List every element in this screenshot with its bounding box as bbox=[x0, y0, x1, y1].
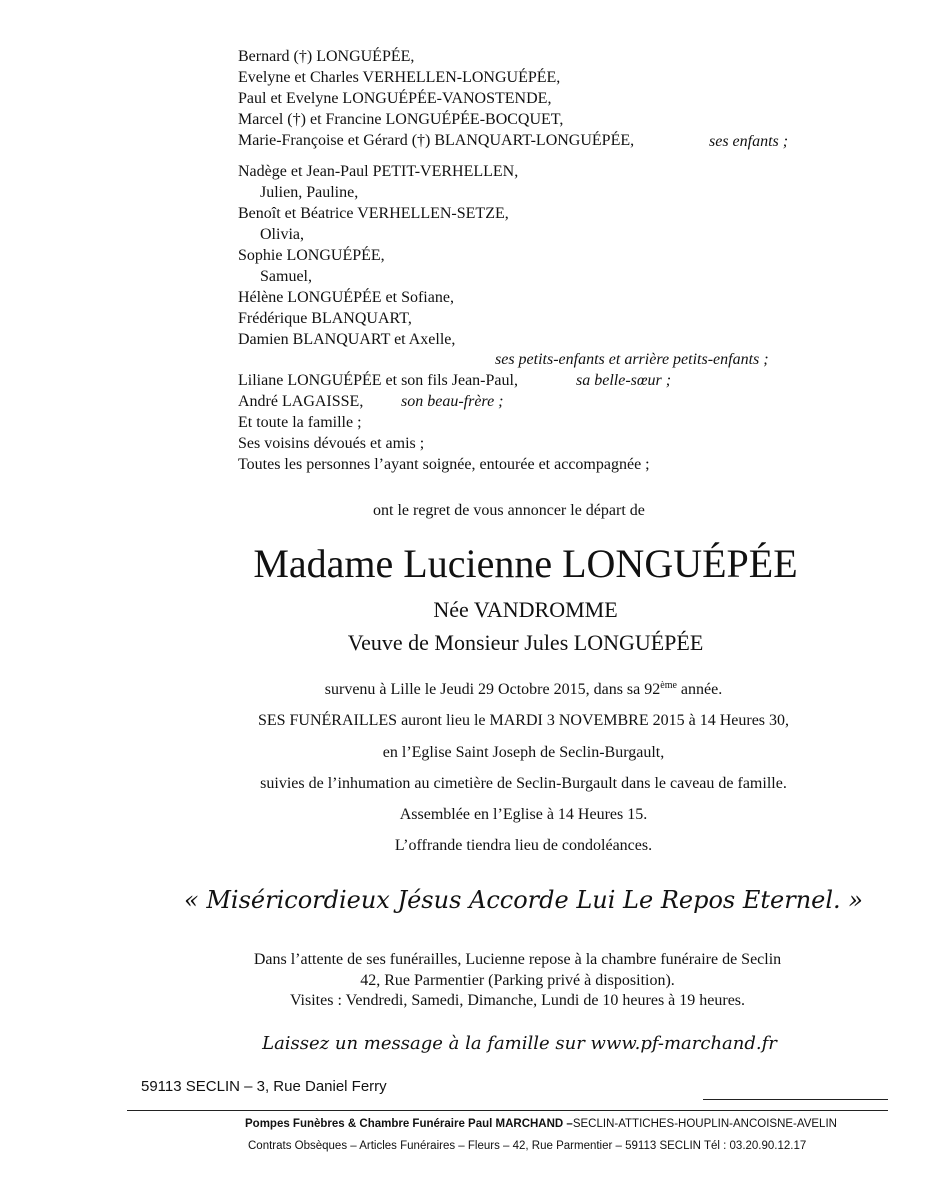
church-line: en l’Eglise Saint Joseph de Seclin-Burgault, bbox=[382, 744, 665, 761]
grandchild-line: Julien, Pauline, bbox=[260, 184, 359, 201]
child-line: Marie-Françoise et Gérard (†) BLANQUART-LONGUÉPÉE, bbox=[238, 132, 635, 149]
visiting-line: Dans l’attente de ses funérailles, Lucienne repose à la chambre funéraire de Seclin bbox=[253, 951, 782, 968]
offering-line: L’offrande tiendra lieu de condoléances. bbox=[394, 837, 653, 854]
other-line: Et toute la famille ; bbox=[238, 414, 362, 431]
intro-line: ont le regret de vous annoncer le départ de bbox=[373, 502, 645, 519]
grandchild-line: Frédérique BLANQUART, bbox=[238, 310, 412, 327]
assembly-line: Assemblée en l’Eglise à 14 Heures 15. bbox=[399, 806, 648, 823]
prayer: « Miséricordieux Jésus Accorde Lui Le Repos Eternel. » bbox=[184, 886, 863, 914]
grandchildren-role: ses petits-enfants et arrière petits-enfants ; bbox=[495, 351, 769, 368]
visiting-line: 42, Rue Parmentier (Parking privé à disposition). bbox=[360, 972, 675, 989]
child-line: Marcel (†) et Francine LONGUÉPÉE-BOCQUET, bbox=[238, 111, 564, 128]
death-line: survenu à Lille le Jeudi 29 Octobre 2015, dans sa 92ème année. bbox=[324, 680, 723, 698]
grandchild-line: Sophie LONGUÉPÉE, bbox=[238, 247, 385, 264]
footer-services: Contrats Obsèques – Articles Funéraires – Fleurs – 42, Rue Parmentier – 59113 SECLIN Tél : 03.20.90.12.17 bbox=[248, 1140, 807, 1152]
widow-line: Veuve de Monsieur Jules LONGUÉPÉE bbox=[347, 630, 704, 655]
footer-short-rule bbox=[703, 1099, 888, 1100]
children-role: ses enfants ; bbox=[709, 133, 789, 150]
burial-line: suivies de l’inhumation au cimetière de Seclin-Burgault dans le caveau de famille. bbox=[260, 775, 787, 792]
visiting-line: Visites : Vendredi, Samedi, Dimanche, Lundi de 10 heures à 19 heures. bbox=[289, 992, 746, 1009]
deceased-name: Madame Lucienne LONGUÉPÉE bbox=[253, 541, 798, 586]
footer-divider bbox=[127, 1110, 888, 1111]
grandchild-line: Hélène LONGUÉPÉE et Sofiane, bbox=[238, 289, 454, 306]
other-line: Toutes les personnes l’ayant soignée, entourée et accompagnée ; bbox=[238, 456, 650, 473]
grandchild-line: Olivia, bbox=[260, 226, 304, 243]
sister-in-law: Liliane LONGUÉPÉE et son fils Jean-Paul, bbox=[238, 372, 518, 389]
other-line: Ses voisins dévoués et amis ; bbox=[238, 435, 425, 452]
funeral-line: SES FUNÉRAILLES auront lieu le MARDI 3 NOVEMBRE 2015 à 14 Heures 30, bbox=[257, 712, 790, 729]
grandchild-line: Samuel, bbox=[260, 268, 312, 285]
grandchild-line: Nadège et Jean-Paul PETIT-VERHELLEN, bbox=[238, 163, 519, 180]
child-line: Evelyne et Charles VERHELLEN-LONGUÉPÉE, bbox=[238, 69, 561, 86]
child-line: Paul et Evelyne LONGUÉPÉE-VANOSTENDE, bbox=[238, 90, 552, 107]
grandchild-line: Benoît et Béatrice VERHELLEN-SETZE, bbox=[238, 205, 509, 222]
grandchild-line: Damien BLANQUART et Axelle, bbox=[238, 331, 456, 348]
footer-address: 59113 SECLIN – 3, Rue Daniel Ferry bbox=[141, 1078, 387, 1095]
website-message: Laissez un message à la famille sur www.pf-marchand.fr bbox=[262, 1033, 777, 1054]
footer-company: Pompes Funèbres & Chambre Funéraire Paul MARCHAND –SECLIN-ATTICHES-HOUPLIN-ANCOISNE-AVELIN bbox=[245, 1118, 837, 1130]
maiden-name: Née VANDROMME bbox=[433, 597, 618, 622]
brother-in-law-role: son beau-frère ; bbox=[401, 393, 504, 410]
child-line: Bernard (†) LONGUÉPÉE, bbox=[238, 48, 415, 65]
sister-in-law-role: sa belle-sœur ; bbox=[576, 372, 672, 389]
brother-in-law: André LAGAISSE, bbox=[238, 393, 364, 410]
